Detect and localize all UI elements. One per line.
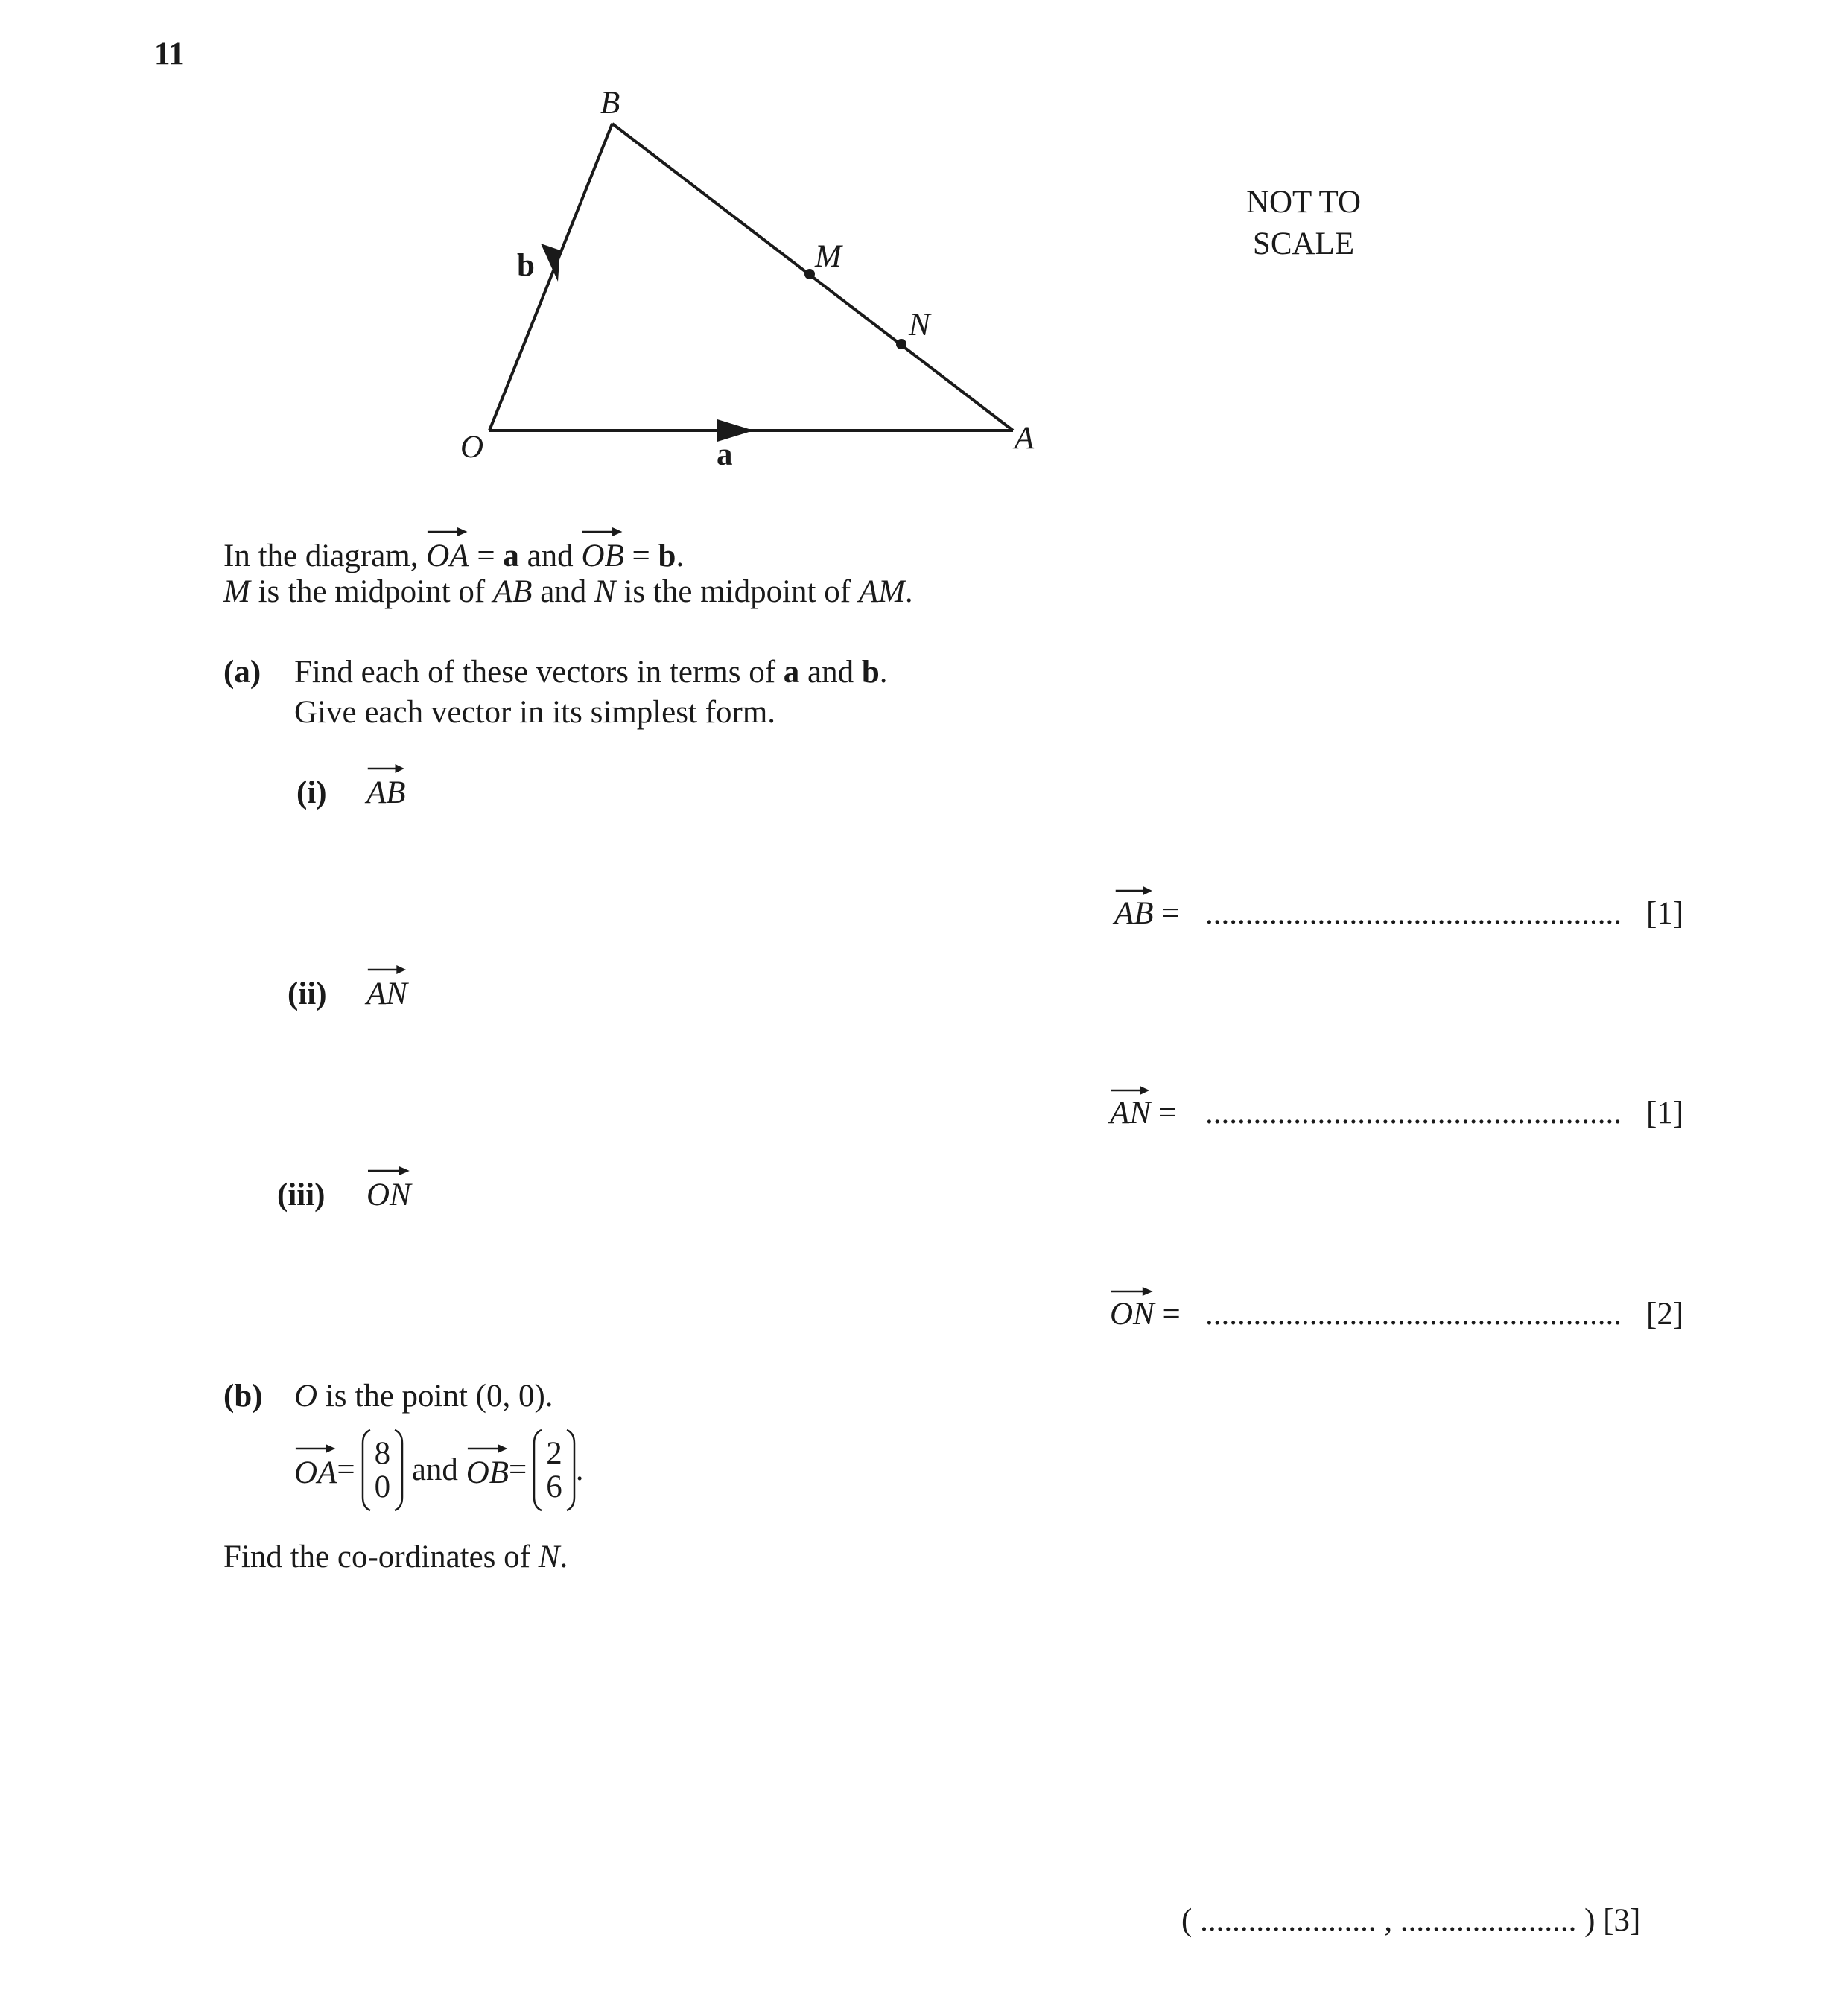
part-b-line-1: O is the point (0, 0).: [294, 1379, 553, 1414]
answer-line-on: ON =: [1110, 1290, 1181, 1332]
answer-field-ab[interactable]: ....................................................: [1205, 896, 1622, 931]
part-b-label: (b): [223, 1379, 263, 1414]
part-a-line-2: Give each vector in its simplest form.: [294, 695, 776, 730]
part-b-find: Find the co-ordinates of N.: [223, 1539, 568, 1574]
label-b-point: B: [600, 86, 620, 121]
marks-on: [2]: [1646, 1297, 1684, 1332]
answer-line-ab: AB =: [1114, 889, 1180, 932]
label-m-point: M: [815, 239, 842, 274]
marks-an: [1]: [1646, 1096, 1684, 1131]
vector-ob: OB: [581, 530, 623, 576]
column-vector-oa: 8 0: [361, 1429, 404, 1512]
answer-field-x[interactable]: ......................: [1200, 1903, 1377, 1938]
label-o-point: O: [460, 430, 484, 465]
part-a-ii-vector: AN: [366, 968, 407, 1014]
column-vector-ob: 2 6: [533, 1429, 576, 1512]
vector-oa: OA: [426, 530, 469, 576]
part-b-vectors: OA = 8 0 and OB = 2 6 .: [294, 1429, 584, 1512]
answer-line-an: AN =: [1110, 1089, 1177, 1131]
answer-field-an[interactable]: ....................................................: [1205, 1096, 1622, 1131]
part-a-line-1: Find each of these vectors in terms of a and b.: [294, 655, 888, 690]
label-vector-a: a: [717, 437, 733, 472]
not-to-scale-note: NOT TO SCALE: [1245, 185, 1362, 261]
answer-field-on[interactable]: ....................................................: [1205, 1297, 1622, 1332]
part-a-ii-label: (ii): [288, 976, 327, 1011]
answer-field-y[interactable]: ......................: [1400, 1903, 1577, 1938]
part-a-iii-vector: ON: [366, 1169, 411, 1216]
intro-line-1: In the diagram, OA = a and OB = b.: [223, 530, 684, 576]
marks-coordinates: [3]: [1603, 1903, 1641, 1938]
part-a-i-vector: AB: [366, 767, 406, 813]
intro-line-2: M is the midpoint of AB and N is the midpoint of AM.: [223, 574, 913, 609]
question-number: 11: [154, 36, 185, 72]
label-vector-b: b: [517, 248, 535, 283]
label-n-point: N: [909, 308, 930, 343]
marks-ab: [1]: [1646, 896, 1684, 931]
arrow-a-overlay: [0, 0, 1117, 506]
part-a-i-label: (i): [296, 775, 327, 810]
part-a-iii-label: (iii): [277, 1178, 326, 1213]
part-a-label: (a): [223, 655, 261, 690]
label-a-point: A: [1015, 421, 1035, 456]
coordinates-answer-line: ( ...................... , ...................... ) [3]: [1181, 1903, 1641, 1938]
